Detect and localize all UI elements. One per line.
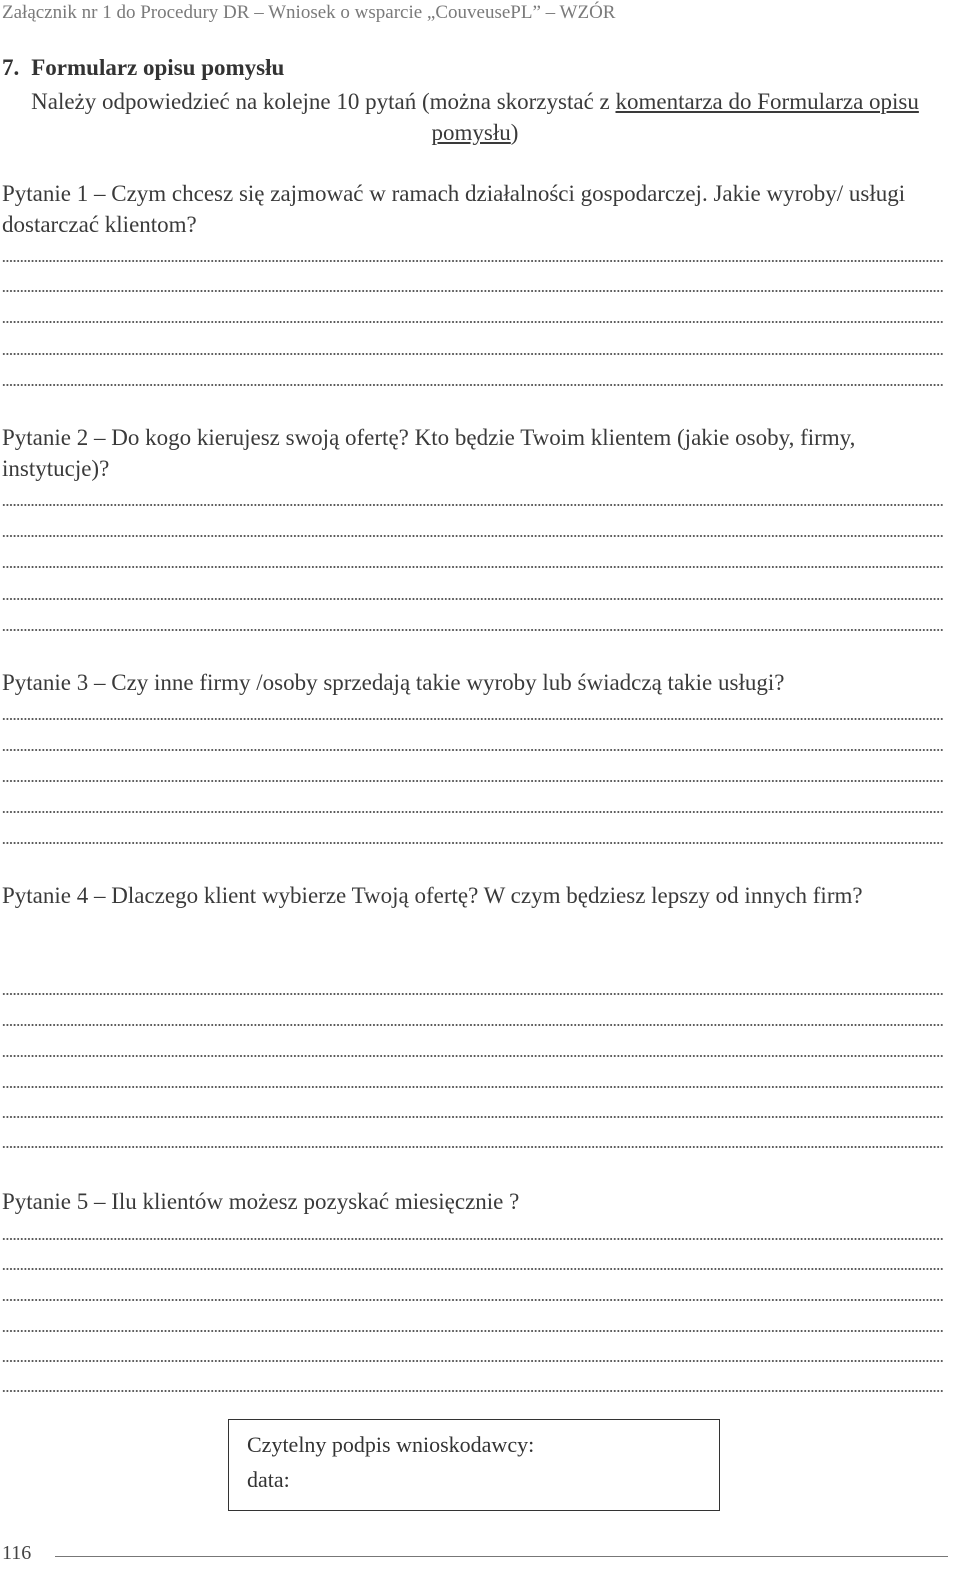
- date-label: data:: [247, 1467, 290, 1492]
- answer-line[interactable]: [2, 841, 943, 845]
- page-number: 116: [2, 1542, 32, 1564]
- question-1: Pytanie 1 – Czym chcesz się zajmować w ramach działalności gospodarczej. Jakie wyroby/ usługi dostarczać klientom?: [2, 181, 906, 237]
- answer-line[interactable]: [2, 565, 943, 569]
- intro-suffix: ): [510, 120, 519, 145]
- answer-line[interactable]: [2, 1023, 943, 1027]
- answer-line[interactable]: [2, 1329, 943, 1333]
- answer-line[interactable]: [2, 1115, 943, 1119]
- answer-line[interactable]: [2, 1359, 943, 1363]
- answer-line[interactable]: [2, 1145, 943, 1149]
- section-title: [2, 55, 284, 81]
- answer-line[interactable]: [2, 503, 943, 507]
- question-5: Pytanie 5 – Ilu klientów możesz pozyskać miesięcznie ?: [2, 1189, 520, 1214]
- signature-box[interactable]: [228, 1419, 720, 1511]
- answer-line[interactable]: [2, 717, 943, 721]
- answer-line[interactable]: [2, 259, 943, 263]
- answer-line[interactable]: [2, 1085, 943, 1089]
- answer-line[interactable]: [2, 1389, 943, 1393]
- section-title-text: Formularz opisu pomysłu: [31, 55, 285, 80]
- answer-line[interactable]: [2, 1054, 943, 1058]
- section-intro: [2, 86, 948, 148]
- answer-line[interactable]: [2, 383, 943, 387]
- answer-line[interactable]: [2, 352, 943, 356]
- question-4: Pytanie 4 – Dlaczego klient wybierze Twoją ofertę? W czym będziesz lepszy od innych firm?: [2, 883, 863, 908]
- intro-link[interactable]: komentarza do Formularza opisu pomysłu: [431, 89, 919, 145]
- answer-line[interactable]: [2, 1237, 943, 1241]
- document-header: Załącznik nr 1 do Procedury DR – Wniosek o wsparcie „CouveusePL” – WZÓR: [2, 2, 616, 23]
- answer-line[interactable]: [2, 628, 943, 632]
- answer-line[interactable]: [2, 1267, 943, 1271]
- answer-line[interactable]: [2, 320, 943, 324]
- answer-line[interactable]: [2, 597, 943, 601]
- answer-line[interactable]: [2, 748, 943, 752]
- footer-rule: [55, 1556, 948, 1557]
- question-3: Pytanie 3 – Czy inne firmy /osoby sprzedają takie wyroby lub świadczą takie usługi?: [2, 670, 785, 695]
- answer-line[interactable]: [2, 1298, 943, 1302]
- answer-line[interactable]: [2, 289, 943, 293]
- question-2: Pytanie 2 – Do kogo kierujesz swoją ofertę? Kto będzie Twoim klientem (jakie osoby, firmy, instytucje)?: [2, 425, 856, 481]
- answer-line[interactable]: [2, 810, 943, 814]
- answer-line[interactable]: [2, 534, 943, 538]
- intro-prefix: Należy odpowiedzieć na kolejne 10 pytań (można skorzystać z: [31, 89, 616, 114]
- answer-line[interactable]: [2, 992, 943, 996]
- answer-line[interactable]: [2, 779, 943, 783]
- section-number: 7.: [2, 55, 20, 80]
- signature-label: Czytelny podpis wnioskodawcy:: [247, 1432, 535, 1457]
